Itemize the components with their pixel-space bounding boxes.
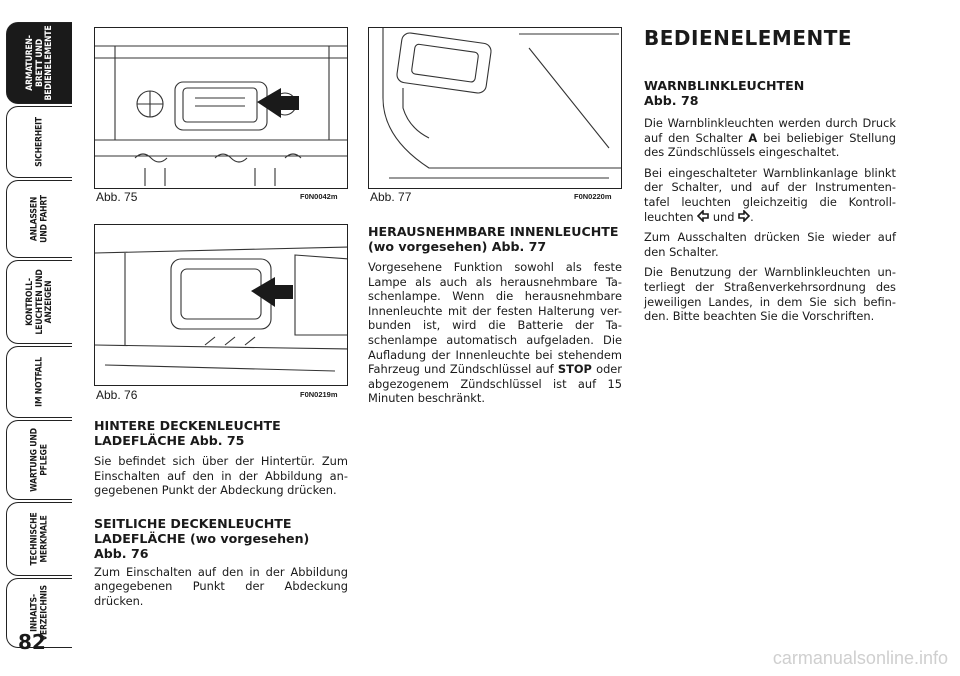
text-run: .	[750, 209, 754, 224]
heading-line: Abb. 78	[644, 93, 699, 108]
tab-label: KONTROLL- LEUCHTEN UND ANZEIGEN	[24, 269, 54, 335]
tab-label: ARMATUREN- BRETT UND BEDIENELEMENTE	[24, 25, 54, 101]
removable-interior-light-illustration	[369, 28, 622, 189]
heading-line: Abb. 76	[94, 545, 149, 561]
tab-anlassen[interactable]	[6, 180, 72, 258]
section-text-rear-light: Sie befindet sich über der Hintertür. Zum Einschalten auf den in der Abbildung an-gegebenen Punkt der Abdeckung drücken.	[94, 454, 348, 498]
left-turn-indicator-icon	[697, 210, 709, 222]
page-number: 82	[18, 630, 46, 654]
rear-ceiling-light-illustration	[95, 28, 348, 189]
pointer-arrow-icon	[257, 88, 299, 118]
tab-wartung[interactable]	[6, 420, 72, 500]
text-run: Die Warnblinkleuchten werden durch Druck auf den Schalter	[644, 116, 896, 145]
figure-75-code: F0N0042m	[300, 192, 338, 201]
tab-armaturenbrett[interactable]	[6, 22, 72, 104]
figure-76-image	[94, 224, 348, 386]
paragraph-1	[644, 116, 896, 160]
column-1-text	[94, 418, 348, 615]
side-ceiling-light-illustration	[95, 225, 348, 386]
tab-label: IM NOTFALL	[33, 357, 44, 407]
text-run: Vorgesehene Funktion sowohl als feste Lampe als auch als herausnehmbare Ta-schenlampe. Wenn die herausnehmbare Innenleuchte mit der festen Halterung ver-bunden ist, wird die Batterie der Ta-schenlampe automatisch aufgeladen. Die Aufladung der Innenleuchte bei stehendem Fahrzeug und Zündschlüssel auf	[368, 260, 622, 377]
figure-77-caption: Abb. 77	[370, 190, 412, 204]
figure-76-caption: Abb. 76	[96, 388, 138, 402]
figure-76-code: F0N0219m	[300, 390, 338, 399]
section-heading-side-light	[94, 516, 348, 561]
section-text-removable-light	[368, 260, 622, 406]
text-run: oder abgezogenem Zündschlüssel ist auf 15 Minuten beschränkt.	[368, 362, 622, 406]
figure-75-caption: Abb. 75	[96, 190, 138, 204]
column-2-text	[368, 224, 622, 412]
pointer-arrow-icon	[251, 277, 293, 307]
tab-label: WARTUNG UND PFLEGE	[29, 428, 49, 492]
figure-75-image	[94, 27, 348, 189]
figure-77-image	[368, 27, 622, 189]
right-turn-indicator-icon	[738, 210, 750, 222]
heading-line: (wo vorgesehen) Abb. 77	[368, 239, 547, 254]
tab-label: SICHERHEIT	[33, 117, 44, 167]
tab-label: TECHNISCHE MERKMALE	[29, 512, 49, 566]
section-heading-rear-light: HINTERE DECKENLEUCHTE LADEFLÄCHE Abb. 75	[94, 418, 281, 448]
paragraph-4: Die Benutzung der Warnblinkleuchten un-terliegt der Straßenverkehrsordnung des jeweiligen Landes, in dem Sie sich befin-den. Bitte beachten Sie die Vorschriften.	[644, 265, 896, 324]
section-text-side-light: Zum Einschalten auf den in der Abbildung angegebenen Punkt der Abdeckung drücken.	[94, 564, 348, 608]
section-heading-hazard-lights	[644, 78, 896, 108]
stop-keyword: STOP	[557, 362, 592, 377]
section-heading-removable-light	[368, 224, 622, 254]
tab-label: ANLASSEN UND FAHRT	[29, 195, 49, 243]
tab-sicherheit[interactable]	[6, 106, 72, 178]
chapter-sidebar	[0, 22, 72, 641]
text-run: und	[709, 209, 739, 224]
tab-im-notfall[interactable]	[6, 346, 72, 418]
switch-label-a: A	[748, 130, 758, 145]
heading-line: WARNBLINKLEUCHTEN	[644, 78, 805, 93]
page-title: BEDIENELEMENTE	[644, 26, 853, 50]
tab-label: INHALTS- VERZEICHNIS	[29, 585, 49, 641]
heading-line: SEITLICHE DECKENLEUCHTE LADEFLÄCHE (wo vorgesehen)	[94, 515, 310, 546]
paragraph-3: Zum Ausschalten drücken Sie wieder auf den Schalter.	[644, 230, 896, 259]
heading-line: HERAUSNEHMBARE INNENLEUCHTE	[368, 224, 619, 239]
column-3-text	[644, 78, 896, 330]
tab-technische[interactable]	[6, 502, 72, 576]
tab-kontrollleuchten[interactable]	[6, 260, 72, 344]
text-run: bei beliebiger Stellung des Zündschlüssels eingeschaltet.	[644, 130, 896, 160]
watermark: carmanualsonline.info	[772, 648, 948, 668]
figure-77-code: F0N0220m	[574, 192, 612, 201]
text-run: Bei eingeschalteter Warnblinkanlage blinkt der Schalter, und auf der Instrumenten-tafel leuchten gleichzeitig die Kontroll-leuchten	[644, 165, 896, 224]
paragraph-2	[644, 166, 896, 224]
